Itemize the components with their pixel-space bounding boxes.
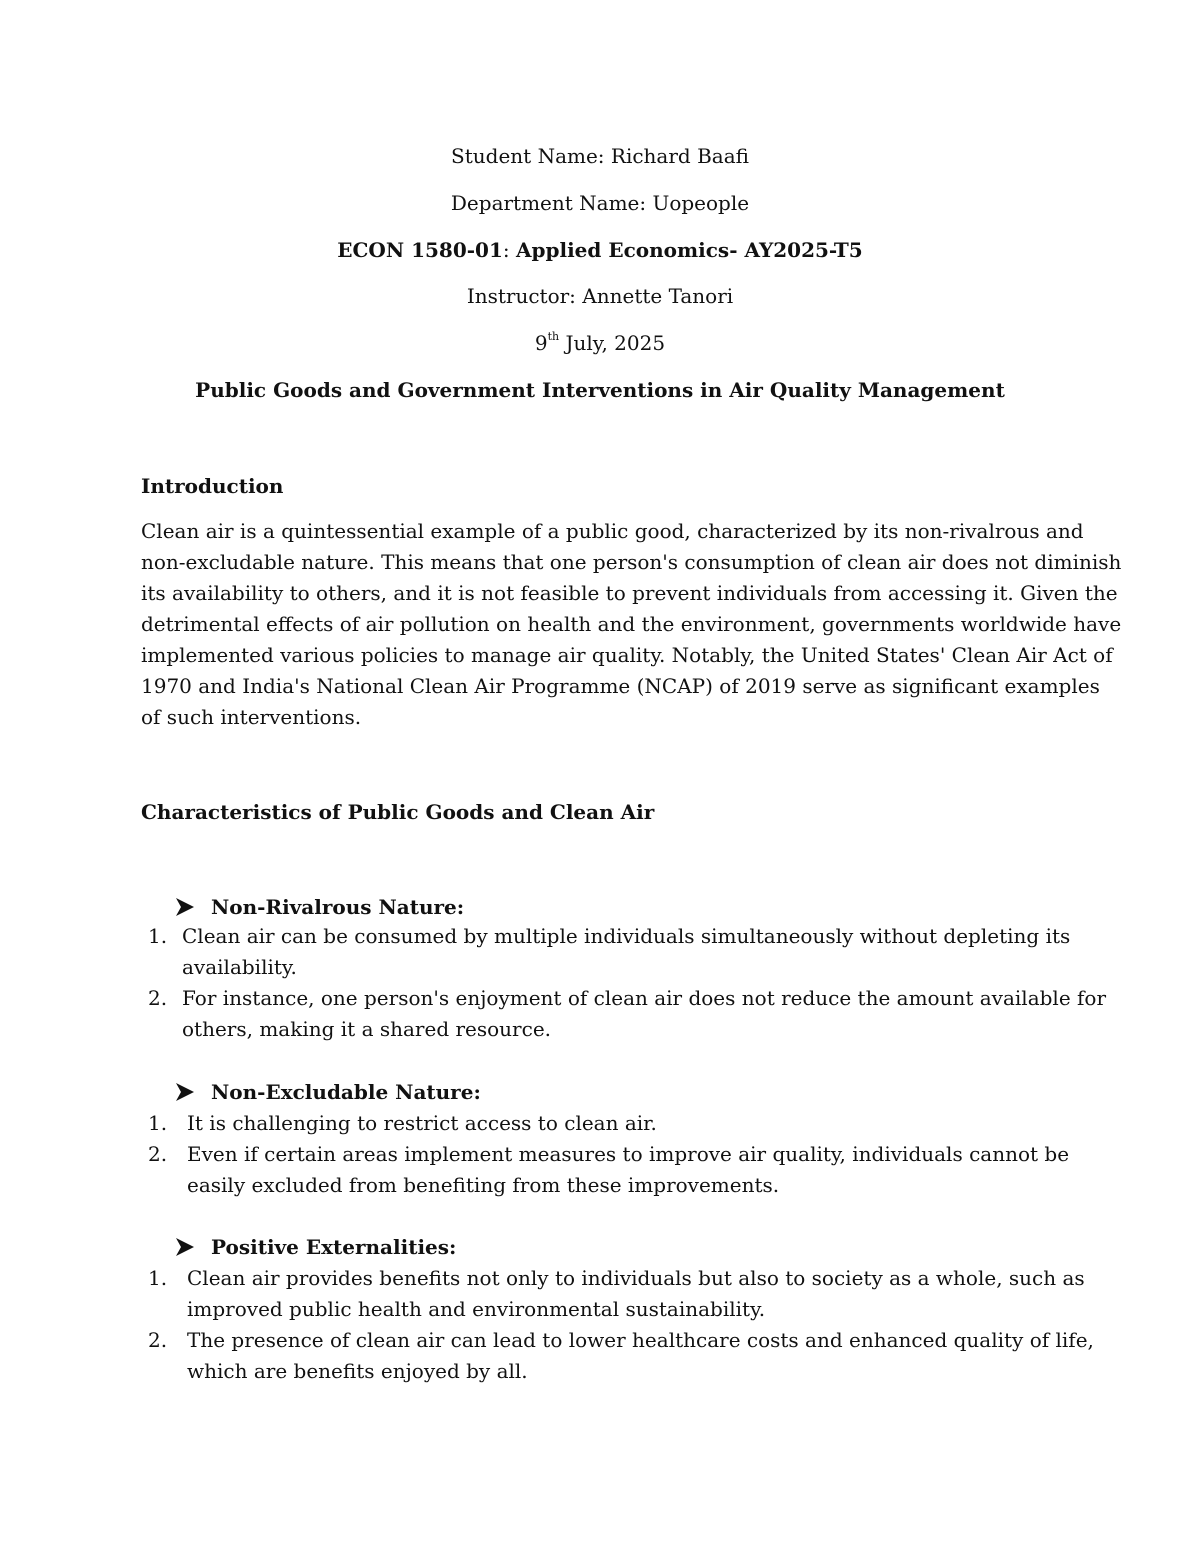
numbered-list-non-rivalrous bbox=[141, 921, 1107, 1045]
arrowhead-bullet-icon bbox=[175, 1079, 211, 1105]
department-name: Department Name: Uopeople bbox=[450, 191, 750, 215]
paragraph-line: 1970 and India's National Clean Air Programme (NCAP) of 2019 serve as significant examples bbox=[141, 674, 1100, 698]
list-item bbox=[141, 1108, 1061, 1139]
paper-title: Public Goods and Government Interventions in Air Quality Management bbox=[195, 378, 1005, 402]
subsection-title-text: Positive Externalities: bbox=[211, 1235, 457, 1259]
list-number: 1. bbox=[148, 1266, 168, 1290]
subsection-title-text: Non-Excludable Nature: bbox=[211, 1080, 481, 1104]
list-item-line: easily excluded from benefiting from these improvements. bbox=[187, 1173, 780, 1197]
arrowhead-bullet-icon bbox=[175, 894, 211, 920]
paragraph-line: non-excludable nature. This means that one person's consumption of clean air does not diminish bbox=[141, 550, 1122, 574]
list-item-line: Clean air can be consumed by multiple individuals simultaneously without depleting its bbox=[182, 924, 1071, 948]
paragraph-line: detrimental effects of air pollution on health and the environment, governments worldwide have bbox=[141, 612, 1122, 636]
date-day: 9 bbox=[534, 331, 548, 355]
list-number: 2. bbox=[148, 1328, 168, 1352]
numbered-list-non-excludable bbox=[141, 1108, 1070, 1201]
subsection-title-text: Non-Rivalrous Nature: bbox=[211, 895, 465, 919]
paragraph-line: its availability to others, and it is not feasible to prevent individuals from accessing it. Given the bbox=[141, 581, 1118, 605]
list-item bbox=[141, 1325, 1094, 1387]
list-item bbox=[141, 921, 1071, 983]
characteristics-heading: Characteristics of Public Goods and Clean Air bbox=[141, 800, 655, 824]
list-item-line: which are benefits enjoyed by all. bbox=[187, 1359, 528, 1383]
list-item-line: It is challenging to restrict access to clean air. bbox=[187, 1111, 657, 1135]
introduction-paragraph bbox=[141, 516, 1122, 733]
paragraph-line: of such interventions. bbox=[141, 705, 362, 729]
list-item bbox=[141, 1139, 1070, 1201]
student-name: Student Name: Richard Baafi bbox=[451, 144, 749, 168]
list-item-line: Clean air provides benefits not only to individuals but also to society as a whole, such as bbox=[187, 1266, 1085, 1290]
list-number: 1. bbox=[148, 924, 168, 948]
subsection-title-positive-externalities bbox=[175, 1234, 456, 1260]
list-item-line: improved public health and environmental sustainability. bbox=[187, 1297, 766, 1321]
list-number: 1. bbox=[148, 1111, 168, 1135]
list-item-line: others, making it a shared resource. bbox=[182, 1017, 552, 1041]
list-item-line: For instance, one person's enjoyment of clean air does not reduce the amount available for bbox=[182, 986, 1107, 1010]
course-code: ECON 1580-01 bbox=[337, 238, 503, 262]
list-number: 2. bbox=[148, 986, 168, 1010]
arrowhead-bullet-icon bbox=[175, 1234, 211, 1260]
numbered-list-positive-externalities bbox=[141, 1263, 1094, 1387]
course-separator: : bbox=[502, 238, 516, 262]
date-ordinal-suffix: th bbox=[547, 330, 560, 344]
paragraph-line: implemented various policies to manage air quality. Notably, the United States' Clean Air Act of bbox=[141, 643, 1113, 667]
subsection-title-non-rivalrous bbox=[175, 894, 464, 920]
course-title: Applied Economics- AY2025-T5 bbox=[516, 238, 863, 262]
list-item-line: availability. bbox=[182, 955, 297, 979]
list-number: 2. bbox=[148, 1142, 168, 1166]
list-item bbox=[141, 983, 1107, 1045]
course-line bbox=[0, 237, 1200, 263]
list-item-line: Even if certain areas implement measures to improve air quality, individuals cannot be bbox=[187, 1142, 1070, 1166]
subsection-title-non-excludable bbox=[175, 1079, 481, 1105]
date-rest: July, 2025 bbox=[559, 331, 666, 355]
list-item-line: The presence of clean air can lead to lower healthcare costs and enhanced quality of life, bbox=[187, 1328, 1094, 1352]
instructor: Instructor: Annette Tanori bbox=[466, 284, 734, 308]
introduction-heading: Introduction bbox=[141, 474, 284, 498]
paragraph-line: Clean air is a quintessential example of a public good, characterized by its non-rivalrous and bbox=[141, 519, 1084, 543]
date-line bbox=[0, 330, 1200, 356]
list-item bbox=[141, 1263, 1085, 1325]
